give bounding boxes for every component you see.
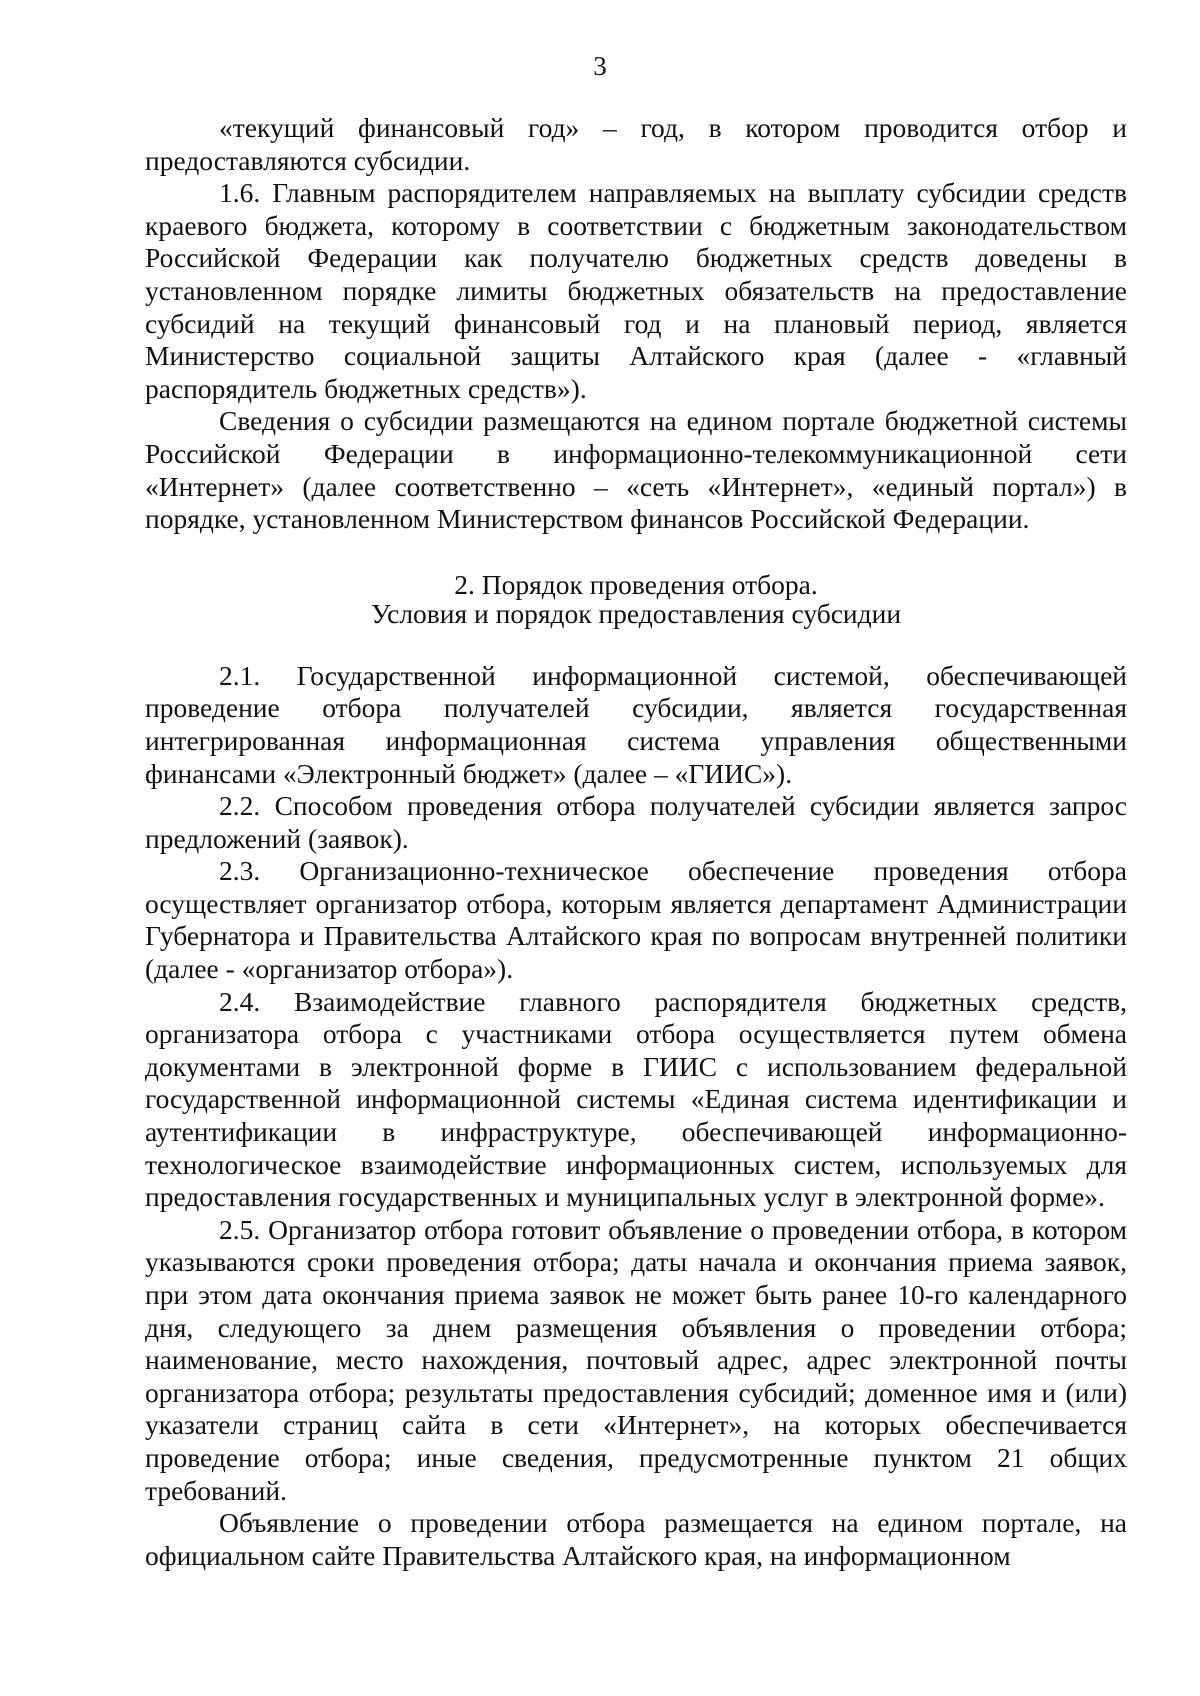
section-2-heading-line2: Условия и порядок предоставления субсидии (370, 597, 902, 629)
page-number: 3 (593, 51, 607, 81)
paragraph-current-year-definition: «текущий финансовый год» – год, в котором проводится отбор и предоставляются субсидии. (145, 112, 1127, 176)
paragraph-announcement: Объявление о проведении отбора размещается на едином портале, на официальном сайте Правительства Алтайского края, на информационном (145, 1507, 1127, 1571)
paragraph-1-6: 1.6. Главным распорядителем направляемых на выплату субсидии средств краевого бюджета, которому в соответствии с бюджетным законодательством Российской Федерации как получателю бюджетных средств доведены в установленном порядке лимиты бюджетных обязательств на предоставление субсидий на текущий финансовый год и на плановый период, является Министерство социальной защиты Алтайского края (далее - «главный распорядитель бюджетных средств»). (145, 177, 1127, 404)
paragraph-subsidy-info: Сведения о субсидии размещаются на едином портале бюджетной системы Российской Федерации в информационно-телекоммуникационной сети «Интернет» (далее соответственно – «сеть «Интернет», «единый портал») в порядке, установленном Министерством финансов Российской Федерации. (145, 405, 1127, 535)
paragraph-2-5: 2.5. Организатор отбора готовит объявление о проведении отбора, в котором указываются сроки проведения отбора; даты начала и окончания приема заявок, при этом дата окончания приема заявок не может быть ранее 10-го календарного дня, следующего за днем размещения объявления о проведении отбора; наименование, место нахождения, почтовый адрес, адрес электронной почты организатора отбора; результаты предоставления субсидий; доменное имя и (или) указатели страниц сайта в сети «Интернет», на которых обеспечивается проведение отбора; иные сведения, предусмотренные пунктом 21 общих требований. (145, 1213, 1127, 1506)
section-2-heading-line1: 2. Порядок проведения отбора. (454, 568, 818, 600)
document-body (145, 112, 1127, 1572)
section-2-heading (145, 570, 1127, 628)
paragraph-2-4: 2.4. Взаимодействие главного распорядителя бюджетных средств, организатора отбора с участниками отбора осуществляется путем обмена документами в электронной форме в ГИИС с использованием федеральной государственной информационной системы «Единая система идентификации и аутентификации в инфраструктуре, обеспечивающей информационно-технологическое взаимодействие информационных систем, используемых для предоставления государственных и муниципальных услуг в электронной форме». (145, 985, 1127, 1213)
paragraph-2-1: 2.1. Государственной информационной системой, обеспечивающей проведение отбора получателей субсидии, является государственная интегрированная информационная система управления общественными финансами «Электронный бюджет» (далее – «ГИИС»). (145, 659, 1127, 789)
paragraph-2-3: 2.3. Организационно-техническое обеспечение проведения отбора осуществляет организатор отбора, которым является департамент Администрации Губернатора и Правительства Алтайского края по вопросам внутренней политики (далее - «организатор отбора»). (145, 855, 1127, 985)
paragraph-2-2: 2.2. Способом проведения отбора получателей субсидии является запрос предложений (заявок). (145, 790, 1127, 854)
